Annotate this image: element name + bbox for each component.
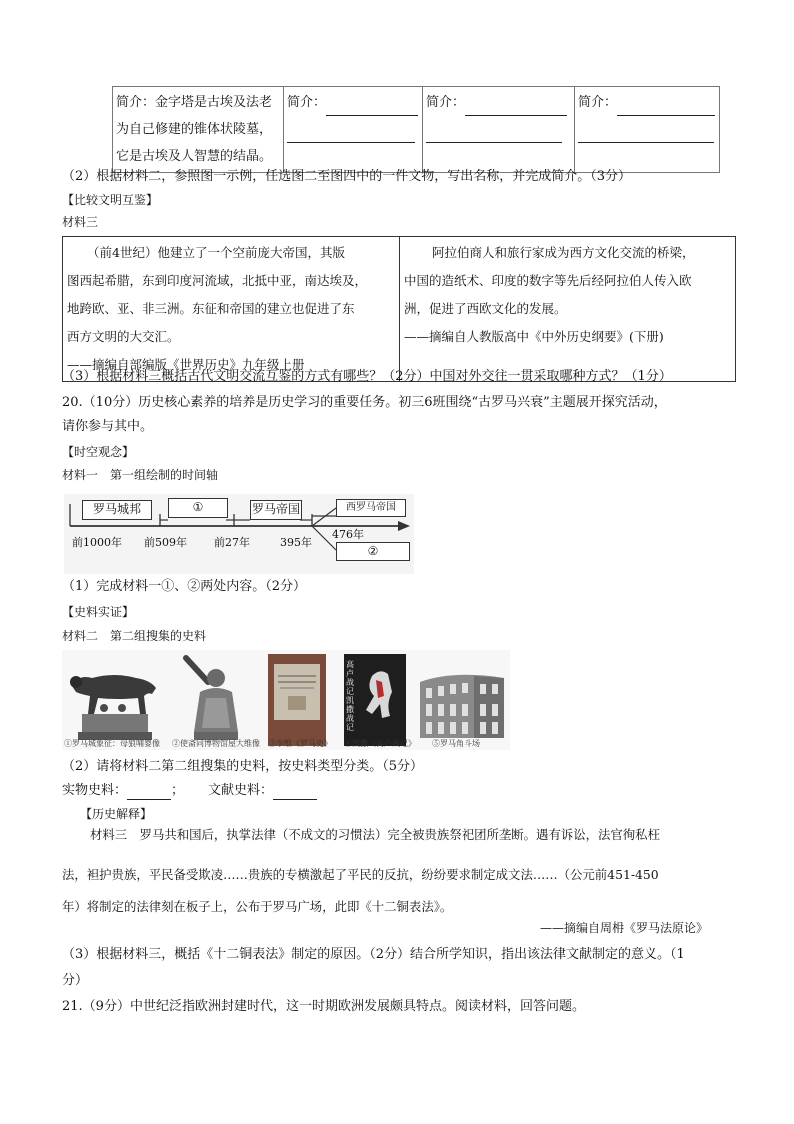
intro-line: 简介：金字塔是古埃及法老 (116, 95, 273, 110)
timeline-box-city-state: 罗马城邦 (82, 500, 152, 520)
timeline-box-western-empire: 西罗马帝国 (336, 499, 406, 517)
intro-label: 简介： (578, 95, 618, 110)
question-19-2: （2）根据材料二，参照图一示例，任选图二至图四中的一件文物，写出名称，并完成简介。（3分） (62, 169, 632, 184)
separator: ； (171, 783, 185, 798)
intro-line: 它是古埃及人智慧的结晶。 (116, 149, 273, 164)
answer-blank[interactable] (426, 129, 562, 143)
figure-caption: ⑤罗马角斗场 (432, 739, 480, 748)
source-line: ——摘编自人教版高中《中外历史纲要》(下册) (404, 329, 664, 344)
source-line: ——摘编自部编版《世界历史》九年级上册 (67, 357, 305, 372)
material3b-source: ——摘编自周枏《罗马法原论》 (540, 921, 709, 935)
augustus-statue-image (170, 652, 260, 748)
figure-caption: ④凯撒《高卢战记》 (344, 739, 416, 748)
question-20-intro: 20.（10分）历史核心素养的培养是历史学习的重要任务。初三6班围绕“古罗马兴衰”主题展开探究活动， (62, 395, 667, 410)
material3-left (63, 237, 400, 382)
intro-label: 简介： (287, 95, 327, 110)
answer-blank[interactable] (287, 129, 415, 143)
intro-cell-blank (423, 87, 575, 173)
section-heading-evidence: 【史料实证】 (62, 605, 135, 619)
text-line: 阿拉伯商人和旅行家成为西方文化交流的桥梁， (432, 245, 695, 260)
question-20-intro-cont: 请你参与其中。 (62, 419, 154, 434)
timeline-date: 前509年 (144, 536, 187, 549)
intro-cell-example (113, 87, 284, 173)
question-20-2: （2）请将材料二第二组搜集的史料，按史料类型分类。（5分） (62, 759, 424, 774)
timeline (64, 494, 414, 574)
text-line: 地跨欧、亚、非三洲。东征和帝国的建立也促进了东 (67, 301, 355, 316)
timeline-blank-2[interactable]: ② (336, 542, 410, 561)
timeline-date: 前1000年 (72, 536, 122, 549)
material3b-line: 年）将制定的法律刻在板子上，公布于罗马广场，此即《十二铜表法》。 (62, 899, 453, 914)
physical-sources-blank[interactable] (127, 786, 171, 800)
documentary-sources-blank[interactable] (273, 786, 317, 800)
figure-caption: ②使斋同博物馆屋大维像 (172, 739, 260, 748)
physical-sources-label: 实物史料： (62, 783, 128, 798)
figure-caption: ③李维《罗马史》 (268, 739, 332, 748)
gallic-war-book-title: 高卢战记 凯撒战记 (346, 660, 354, 732)
timeline-box-empire: 罗马帝国 (250, 500, 302, 520)
material-title: 材料二 第二组搜集的史料 (62, 629, 207, 643)
question-20-3: （3）根据材料三，概括《十二铜表法》制定的原因。（2分）结合所学知识，指出该法律文献制定的意义。（1 (62, 947, 685, 962)
text-line: 西方文明的大交汇。 (67, 329, 180, 344)
material3-right (400, 237, 736, 382)
timeline-blank-1[interactable]: ① (168, 498, 228, 518)
material-title: 材料三 (62, 215, 99, 229)
she-wolf-statue-image (64, 652, 164, 748)
classification-row (62, 782, 317, 800)
text-line: 图西起希腊，东到印度河流域，北抵中亚，南达埃及， (67, 273, 368, 288)
colosseum-image (414, 652, 510, 748)
question-20-3-cont: 分） (62, 973, 89, 988)
answer-blank[interactable] (578, 129, 714, 143)
question-20-1: （1）完成材料一①、②两处内容。（2分） (62, 579, 307, 594)
timeline-date: 476年 (332, 528, 364, 541)
intro-table (112, 86, 720, 173)
section-heading-time: 【时空观念】 (62, 445, 135, 459)
question-21: 21.（9分）中世纪泛指欧洲封建时代，这一时期欧洲发展颇具特点。阅读材料，回答问题。 (62, 999, 585, 1014)
material-title: 材料一 第一组绘制的时间轴 (62, 468, 219, 482)
answer-blank[interactable] (326, 102, 418, 116)
answer-blank[interactable] (465, 102, 567, 116)
intro-line: 为自己修建的锥体状陵墓， (116, 122, 273, 137)
intro-cell-blank (575, 87, 720, 173)
text-line: （前4世纪）他建立了一个空前庞大帝国，其版 (87, 245, 345, 260)
text-line: 洲，促进了西欧文化的发展。 (404, 301, 567, 316)
timeline-date: 前27年 (214, 536, 250, 549)
livy-book-image (266, 652, 328, 748)
section-heading-interpretation: 【历史解释】 (80, 807, 153, 821)
intro-label: 简介： (426, 95, 466, 110)
intro-cell-blank (284, 87, 423, 173)
figure-caption: ①罗马城象征：母狼哺婴像 (64, 739, 160, 748)
section-heading-compare: 【比较文明互鉴】 (62, 193, 159, 207)
documentary-sources-label: 文献史料： (208, 783, 274, 798)
material3b-line: 材料三 罗马共和国后，执掌法律（不成文的习惯法）完全被贵族祭祀团所垄断。遇有诉讼，法官徇私枉 (90, 827, 660, 842)
answer-blank[interactable] (617, 102, 715, 116)
material3b-line: 法，袒护贵族，平民备受欺凌……贵族的专横激起了平民的反抗，纷纷要求制定成文法……（公元前451-450 (62, 867, 659, 882)
material3-table (62, 236, 736, 382)
timeline-date: 395年 (280, 536, 312, 549)
question-19-3: （3）根据材料三概括古代文明交流互鉴的方式有哪些？（2分）中国对外交往一贯采取哪种方式？（1分） (62, 369, 672, 384)
text-line: 中国的造纸术、印度的数字等先后经阿拉伯人传入欧 (404, 273, 692, 288)
